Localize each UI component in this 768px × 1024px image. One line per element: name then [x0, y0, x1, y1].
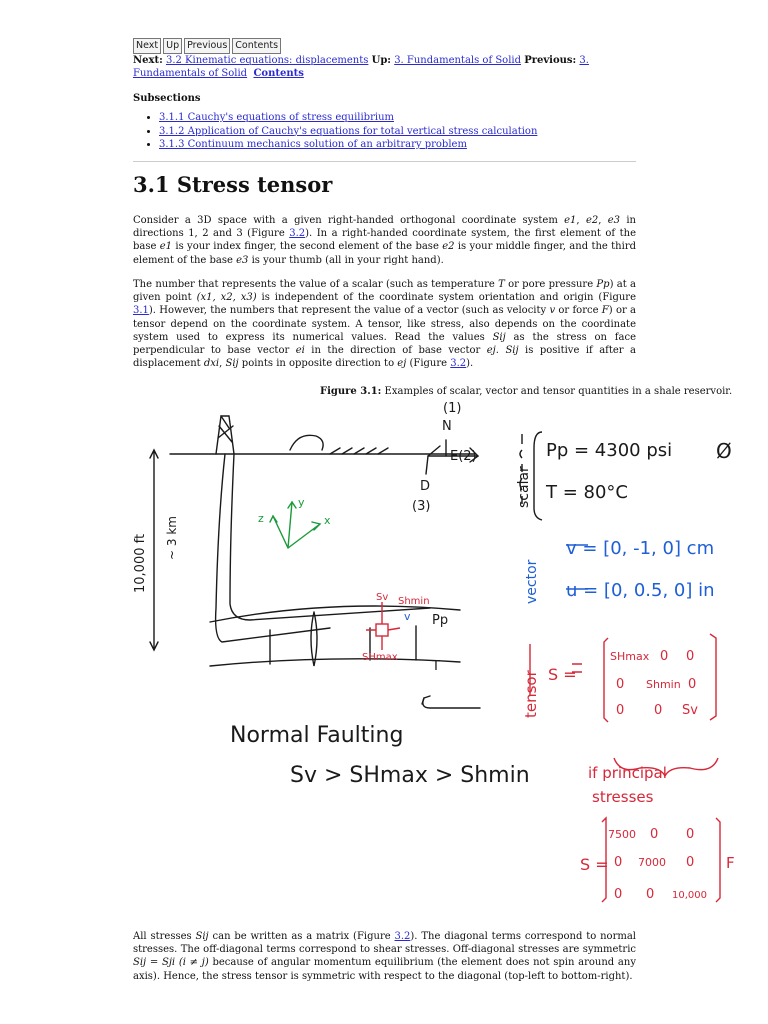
svg-text:vector: vector: [524, 559, 540, 604]
svg-text:0: 0: [654, 703, 663, 718]
svg-text:7000: 7000: [638, 856, 666, 869]
svg-text:D: D: [420, 479, 431, 494]
figure-link[interactable]: 3.2: [289, 228, 306, 240]
subsection-link-2[interactable]: 3.1.2 Application of Cauchy's equations for total vertical stress calculation: [159, 125, 538, 137]
next-label: Next:: [133, 55, 163, 66]
figure-3-1: [130, 398, 750, 922]
previous-label: Previous:: [524, 55, 577, 66]
up-button[interactable]: Up: [163, 38, 182, 54]
svg-text:scalar: scalar: [516, 466, 532, 508]
contents-link[interactable]: Contents: [253, 67, 304, 79]
section-title: 3.1 Stress tensor: [133, 172, 333, 197]
svg-text:N: N: [442, 419, 452, 434]
svg-text:0: 0: [686, 649, 695, 664]
svg-text:tensor: tensor: [522, 670, 540, 718]
list-item: [159, 138, 537, 152]
svg-text:0: 0: [616, 677, 625, 692]
next-button[interactable]: Next: [133, 38, 161, 54]
contents-button[interactable]: Contents: [232, 38, 281, 54]
svg-text:S =: S =: [548, 665, 577, 684]
nav-links: [133, 55, 636, 80]
svg-text:S =: S =: [580, 855, 609, 874]
svg-text:10,000: 10,000: [672, 890, 707, 901]
up-link[interactable]: 3. Fundamentals of Solid: [394, 55, 521, 66]
svg-text:stresses: stresses: [592, 788, 654, 806]
svg-text:SHmax: SHmax: [362, 652, 398, 663]
previous-link[interactable]: 3. Fundamentals of Solid: [133, 55, 589, 79]
svg-text:0: 0: [650, 827, 659, 842]
svg-text:10,000 ft: 10,000 ft: [133, 533, 148, 593]
svg-text:Pp = 4300 psi: Pp = 4300 psi: [546, 440, 673, 461]
svg-text:u = [0, 0.5, 0] in: u = [0, 0.5, 0] in: [566, 580, 715, 601]
paragraph-1: Consider a 3D space with a given right-handed orthogonal coordinate system e1, e2, e3 in directions 1, 2 and 3 (Figure 3.2). In a right-handed coordinate system, the first element of the base e1 is your index finger, the second element of the base e2 is your middle finger, and the third element of the base e3 is your thumb (all in your right hand).: [133, 215, 636, 266]
svg-text:Normal Faulting: Normal Faulting: [230, 723, 404, 748]
svg-text:E(2): E(2): [450, 449, 477, 464]
next-link[interactable]: 3.2 Kinematic equations: displacements: [165, 55, 369, 66]
subsection-link-1[interactable]: 3.1.1 Cauchy's equations of stress equilibrium: [159, 112, 394, 123]
figure-link[interactable]: 3.2: [450, 358, 467, 370]
svg-text:(1): (1): [443, 401, 462, 416]
svg-text:(3): (3): [412, 499, 431, 514]
list-item: [159, 125, 537, 139]
svg-text:Shmin: Shmin: [646, 678, 681, 691]
svg-text:Pp: Pp: [432, 613, 449, 628]
paragraph-3: All stresses Sij can be written as a matrix (Figure 3.2). The diagonal terms correspond to normal stresses. The off-diagonal terms correspond to shear stresses. Off-diagonal stresses are symmetric Sij = Sji (i ≠ j) because of angular momentum equilibrium (the element does not spin around any axis). Hence, the stress tensor is symmetric with respect to the diagonal (top-left to bottom-right).: [133, 931, 636, 982]
svg-text:z: z: [258, 512, 264, 525]
svg-text:y: y: [298, 496, 305, 509]
list-item: [159, 111, 537, 125]
svg-text:0: 0: [616, 703, 625, 718]
figure-link[interactable]: 3.1: [133, 305, 149, 317]
svg-text:Ø: Ø: [716, 439, 732, 463]
figure-caption: Figure 3.1: Examples of scalar, vector and tensor quantities in a shale reservoir.: [320, 386, 733, 397]
paragraph-2: The number that represents the value of a scalar (such as temperature T or pore pressure Pp) at a given point (x1, x2, x3) is independent of the coordinate system orientation and origin (Figure 3.1). However, the numbers that represent the value of a vector (such as velocity v or force F) or a tensor depend on the coordinate system. A tensor, like stress, also depends on the coordinate system used to express its numerical values. Read the values Sij as the stress on face perpendicular to base vector ei in the direction of base vector ej. Sij is positive if after a displacement dxi, Sij points in opposite direction to ej (Figure 3.2).: [133, 279, 637, 370]
svg-text:0: 0: [686, 855, 695, 870]
svg-text:0: 0: [614, 855, 623, 870]
up-label: Up:: [371, 55, 391, 66]
svg-text:v = [0, -1, 0] cm: v = [0, -1, 0] cm: [566, 538, 715, 559]
svg-text:Sv: Sv: [682, 703, 698, 718]
svg-text:0: 0: [660, 649, 669, 664]
svg-text:Sv: Sv: [376, 592, 389, 603]
svg-text:F: F: [726, 854, 735, 872]
hand-drawn-figure: [130, 398, 750, 918]
subsections-title: Subsections: [133, 93, 201, 104]
svg-text:0: 0: [646, 887, 655, 902]
subsection-link-3[interactable]: 3.1.3 Continuum mechanics solution of an arbitrary problem: [159, 139, 467, 150]
previous-button[interactable]: Previous: [184, 38, 230, 54]
subsections-list: [133, 111, 537, 152]
svg-text:0: 0: [688, 677, 697, 692]
divider: [133, 161, 636, 162]
svg-text:if principal: if principal: [588, 764, 667, 782]
svg-text:0: 0: [614, 887, 623, 902]
nav-buttons: [133, 38, 281, 54]
svg-text:SHmax: SHmax: [610, 650, 650, 663]
svg-text:T = 80°C: T = 80°C: [546, 482, 628, 503]
svg-text:7500: 7500: [608, 828, 636, 841]
svg-text:Shmin: Shmin: [398, 596, 430, 607]
svg-text:T: T: [432, 659, 440, 674]
svg-text:0: 0: [686, 827, 695, 842]
figure-link[interactable]: 3.2: [394, 931, 411, 942]
svg-text:x: x: [324, 514, 331, 527]
svg-text:v: v: [404, 610, 411, 623]
svg-text:Sv > SHmax > Shmin: Sv > SHmax > Shmin: [290, 763, 530, 788]
svg-text:~ 3 km: ~ 3 km: [165, 516, 179, 560]
